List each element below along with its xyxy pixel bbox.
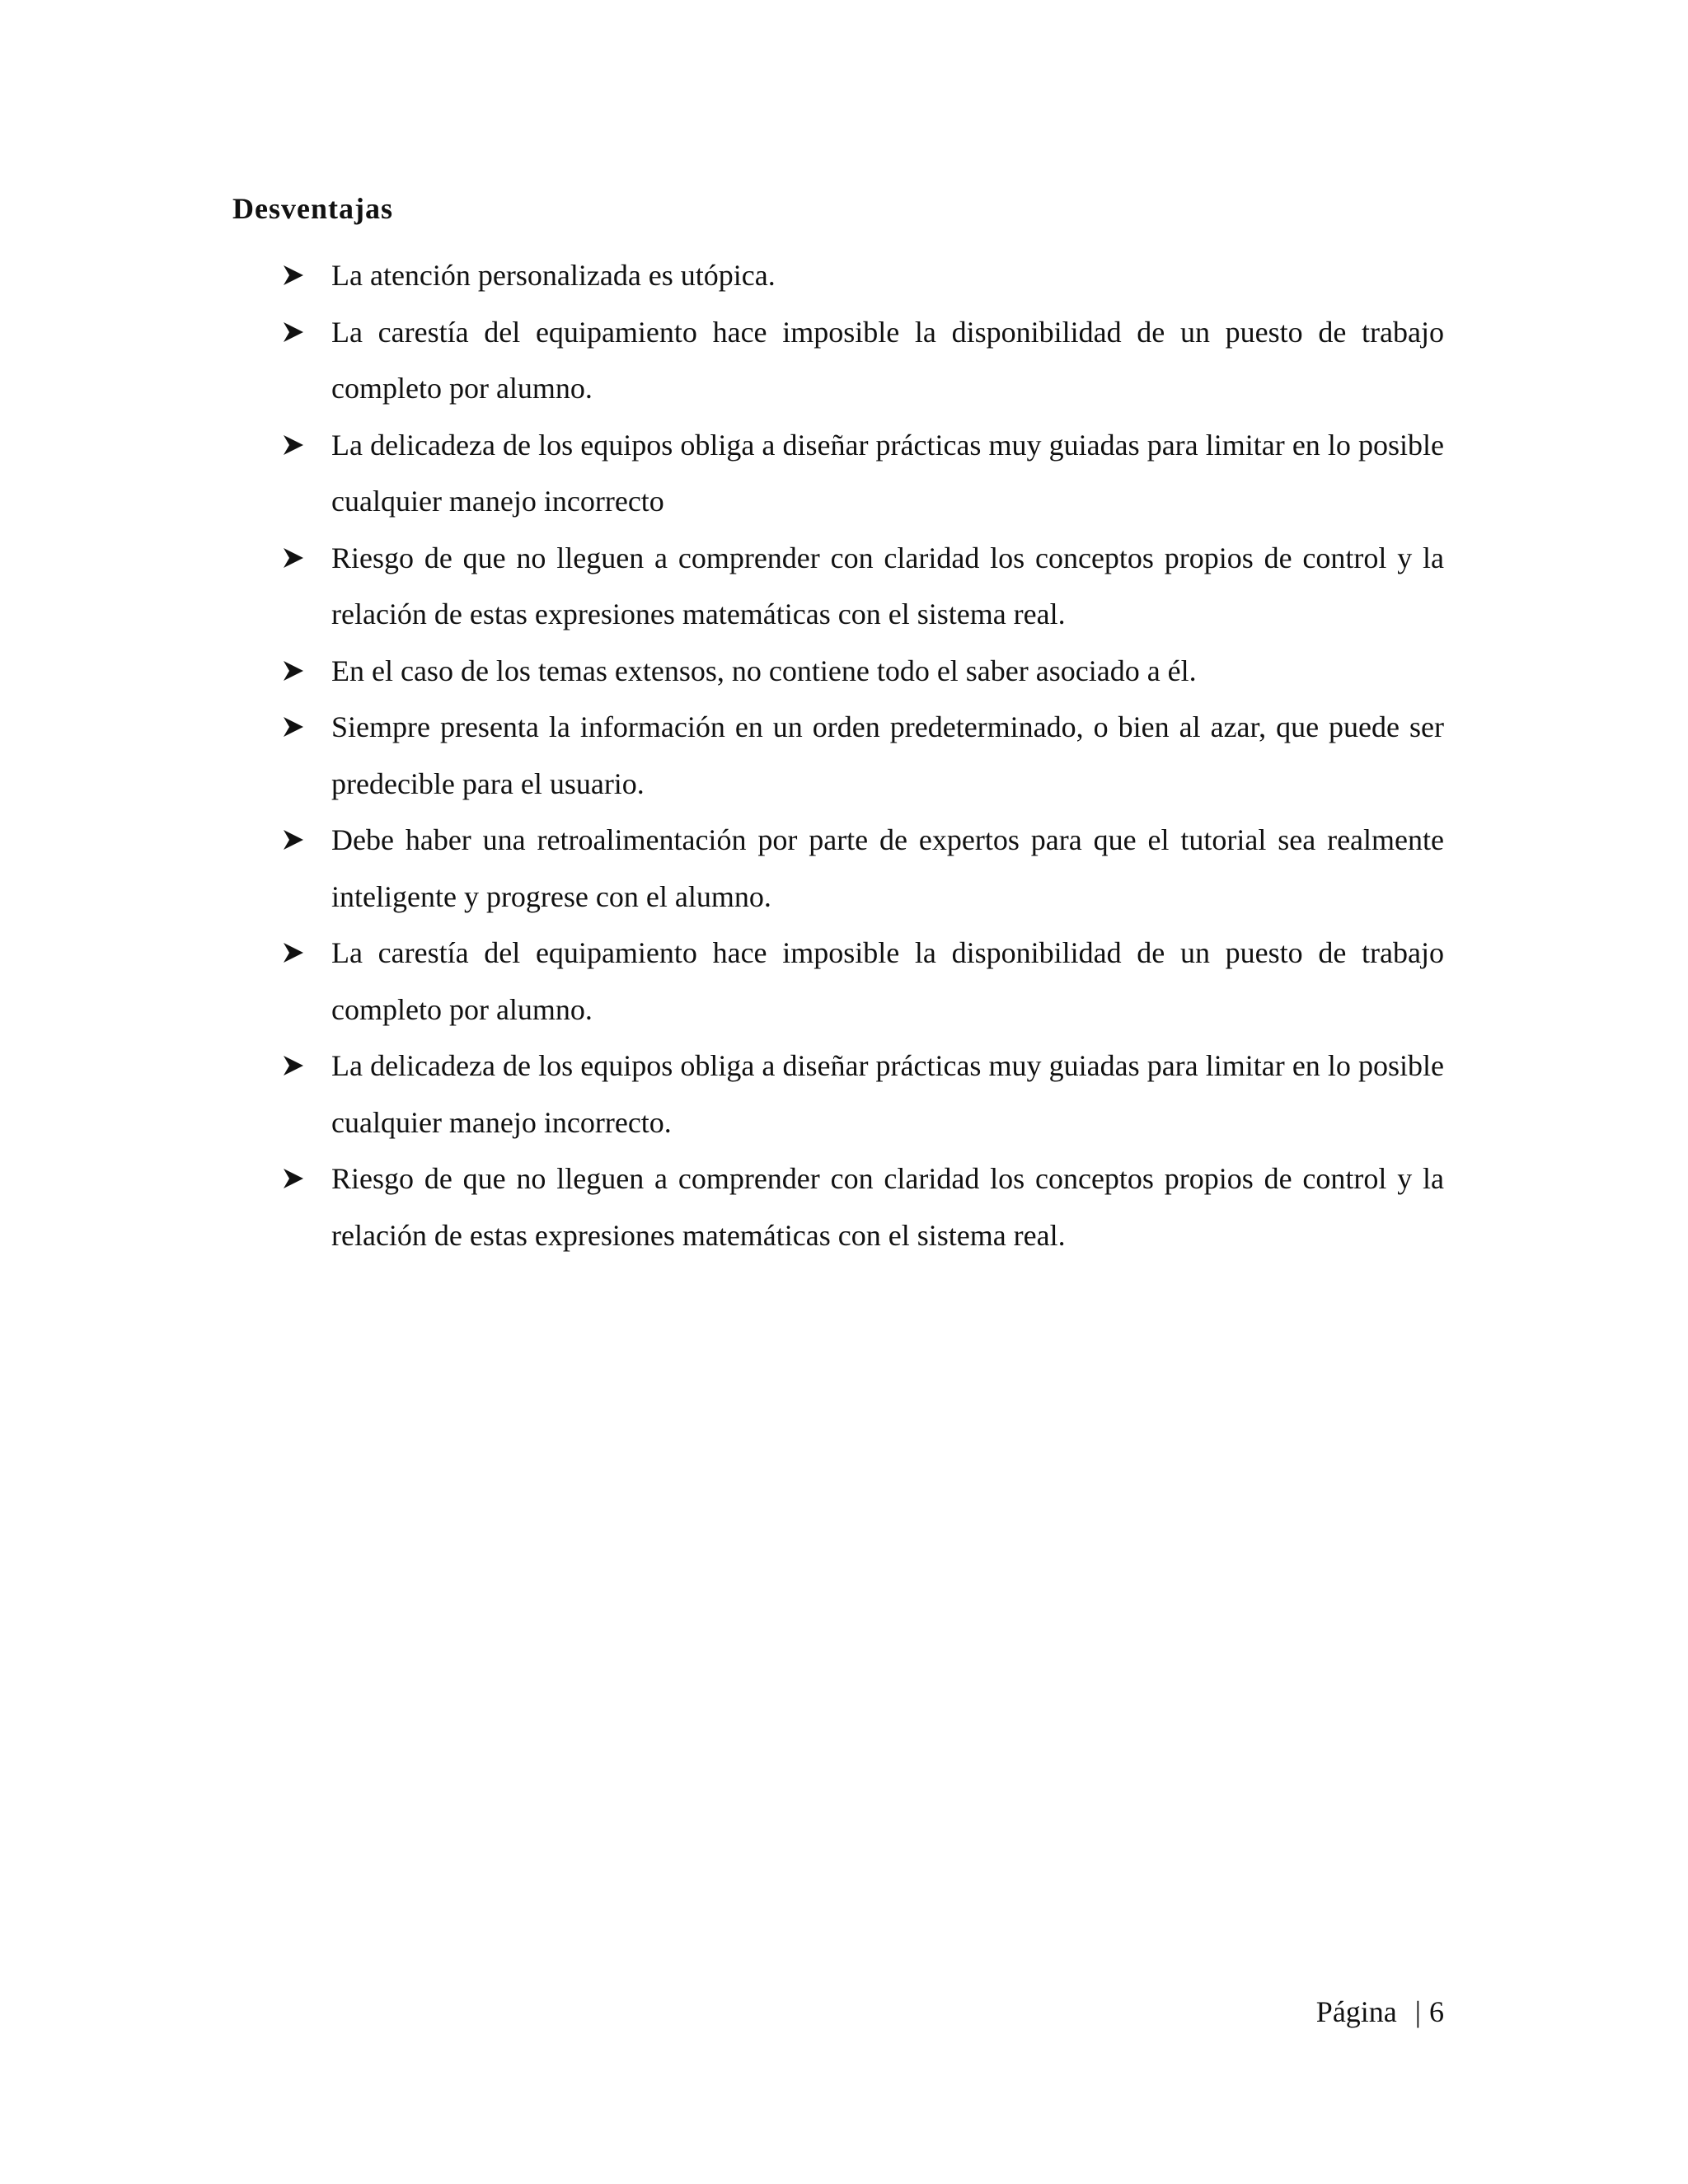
arrowhead-bullet-icon <box>282 247 307 304</box>
list-item-text: La delicadeza de los equipos obliga a diseñar prácticas muy guiadas para limitar en lo posible cualquier manejo incorrecto. <box>331 1049 1444 1139</box>
list-item <box>232 1038 1444 1151</box>
list-item-text: Riesgo de que no lleguen a comprender con claridad los conceptos propios de control y la relación de estas expresiones matemáticas con el sistema real. <box>331 541 1444 630</box>
disadvantages-list <box>232 247 1444 1263</box>
list-item-text: Riesgo de que no lleguen a comprender con claridad los conceptos propios de control y la relación de estas expresiones matemáticas con el sistema real. <box>331 1162 1444 1252</box>
section-heading: Desventajas <box>232 192 393 225</box>
list-item-text: La delicadeza de los equipos obliga a diseñar prácticas muy guiadas para limitar en lo posible cualquier manejo incorrecto <box>331 428 1444 518</box>
list-item <box>232 247 1444 304</box>
list-item <box>232 530 1444 643</box>
page-number: 6 <box>1429 1995 1444 2028</box>
page-footer <box>1316 1994 1444 2029</box>
list-item <box>232 1151 1444 1263</box>
list-item-text: Debe haber una retroalimentación por parte de expertos para que el tutorial sea realmente inteligente y progrese con el alumno. <box>331 823 1444 913</box>
page-separator: | <box>1414 1995 1421 2028</box>
list-item-text: La carestía del equipamiento hace imposible la disponibilidad de un puesto de trabajo completo por alumno. <box>331 936 1444 1026</box>
list-item-text: Siempre presenta la información en un orden predeterminado, o bien al azar, que puede ser predecible para el usuario. <box>331 710 1444 800</box>
list-item <box>232 699 1444 812</box>
arrowhead-bullet-icon <box>282 417 307 474</box>
list-item <box>232 643 1444 700</box>
list-item <box>232 417 1444 530</box>
arrowhead-bullet-icon <box>282 812 307 869</box>
arrowhead-bullet-icon <box>282 925 307 982</box>
list-item <box>232 304 1444 417</box>
arrowhead-bullet-icon <box>282 304 307 361</box>
arrowhead-bullet-icon <box>282 1038 307 1094</box>
arrowhead-bullet-icon <box>282 530 307 587</box>
list-item <box>232 925 1444 1038</box>
arrowhead-bullet-icon <box>282 699 307 756</box>
list-item-text: En el caso de los temas extensos, no contiene todo el saber asociado a él. <box>331 654 1197 687</box>
list-item-text: La atención personalizada es utópica. <box>331 259 776 292</box>
list-item <box>232 812 1444 925</box>
page-label: Página <box>1315 1995 1397 2028</box>
list-item-text: La carestía del equipamiento hace imposible la disponibilidad de un puesto de trabajo completo por alumno. <box>331 315 1444 405</box>
arrowhead-bullet-icon <box>282 643 307 700</box>
arrowhead-bullet-icon <box>282 1151 307 1207</box>
